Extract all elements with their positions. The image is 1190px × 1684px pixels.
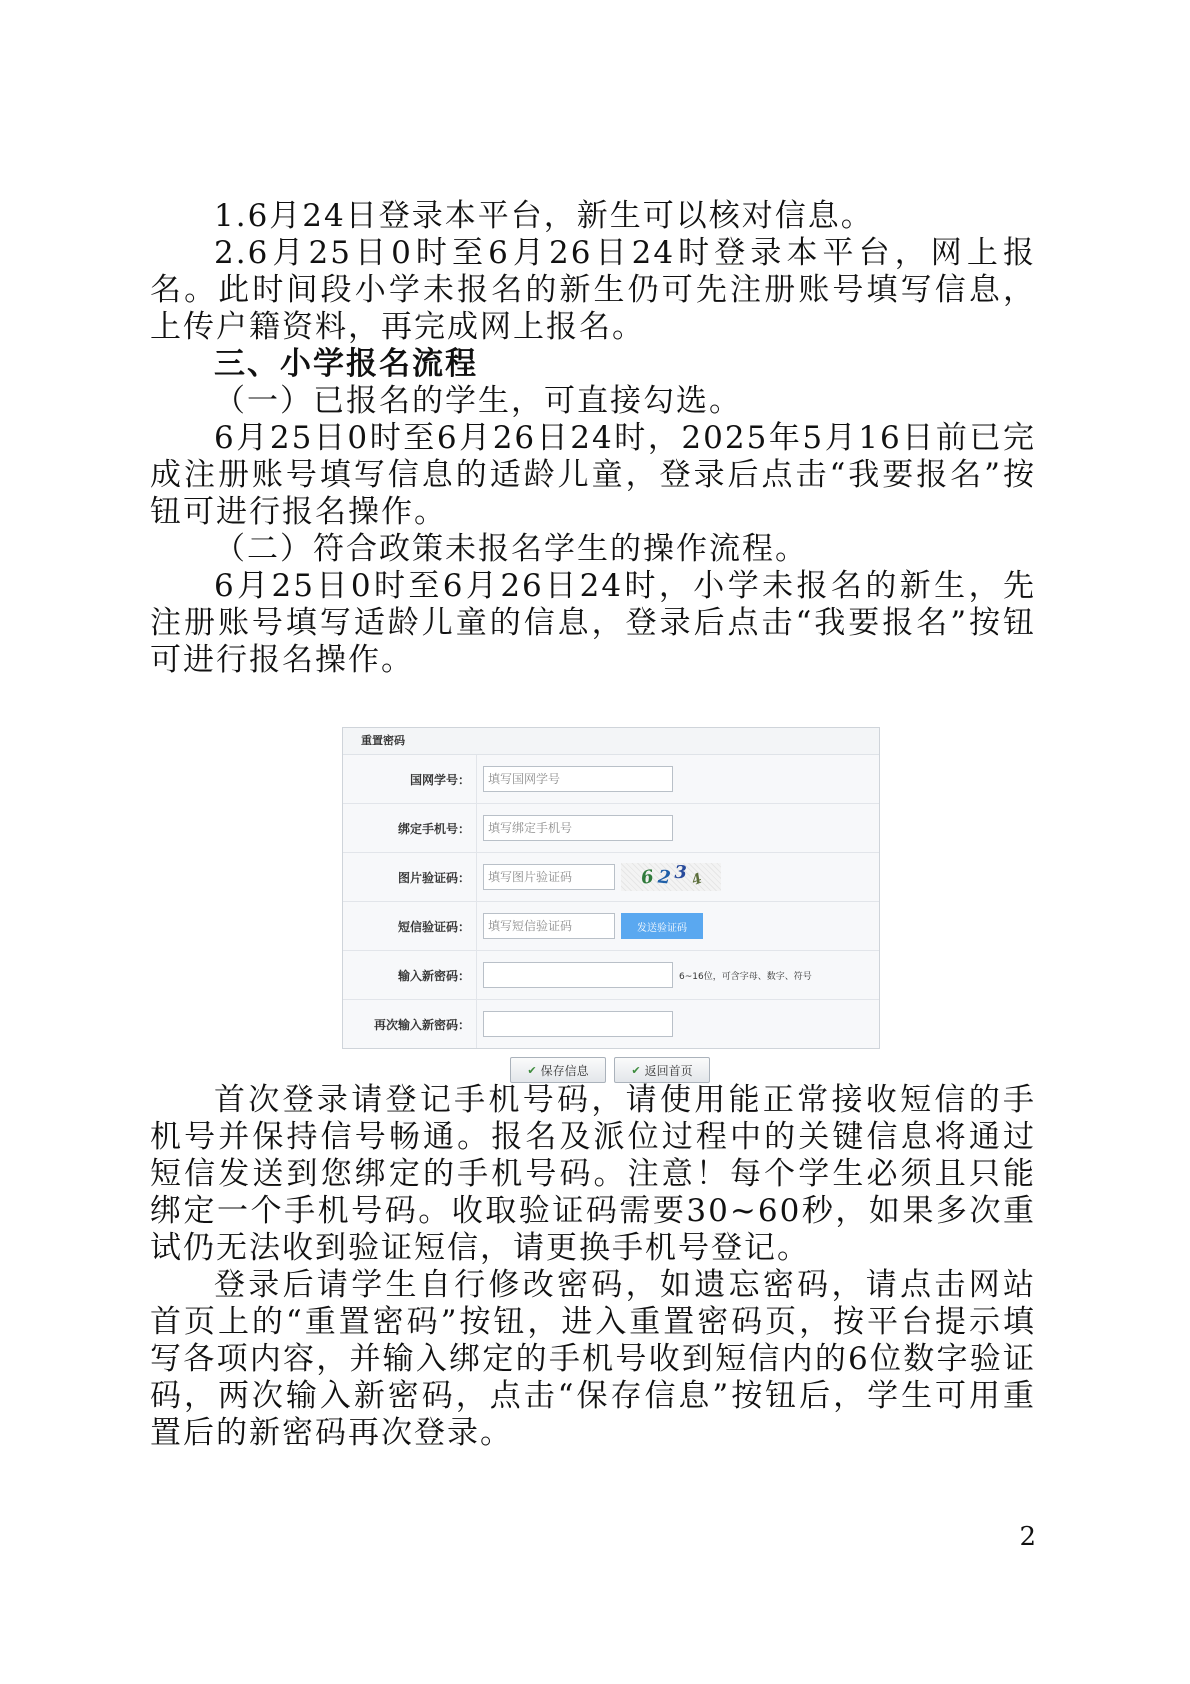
check-icon: ✔: [631, 1063, 641, 1077]
label-student-id: 国网学号：: [343, 755, 477, 803]
top-text-block: [150, 198, 1036, 679]
row-new-password: [343, 951, 879, 1000]
form-actions: [342, 1057, 880, 1083]
check-icon: ✔: [527, 1063, 537, 1077]
row-confirm-password: [343, 1000, 879, 1048]
phone-input[interactable]: [483, 815, 673, 841]
captcha-char: 3: [674, 861, 687, 883]
label-new-password: 输入新密码：: [343, 951, 477, 999]
save-button-label: 保存信息: [540, 1063, 589, 1078]
form-title: 重置密码: [343, 728, 879, 755]
row-sms-code: [343, 902, 879, 951]
label-image-captcha: 图片验证码：: [343, 853, 477, 901]
student-id-input[interactable]: [483, 766, 673, 792]
password-hint: 6~16位，可含字母、数字、符号: [679, 971, 812, 982]
subsection-1-title: （一）已报名的学生，可直接勾选。: [214, 383, 742, 419]
paragraph-schedule-2: 2.6月25日0时至6月26日24时登录本平台，网上报名。此时间段小学未报名的新生仍可先注册账号填写信息，上传户籍资料，再完成网上报名。: [150, 235, 1036, 345]
paragraph-schedule-1: 1.6月24日登录本平台，新生可以核对信息。: [214, 198, 874, 234]
row-student-id: [343, 755, 879, 804]
label-phone: 绑定手机号：: [343, 804, 477, 852]
save-button[interactable]: [510, 1057, 606, 1083]
row-image-captcha: [343, 853, 879, 902]
sms-code-input[interactable]: [483, 913, 615, 939]
image-captcha-input[interactable]: [483, 864, 615, 890]
paragraph-phone-registration: 首次登录请登记手机号码，请使用能正常接收短信的手机号并保持信号畅通。报名及派位过程中的关键信息将通过短信发送到您绑定的手机号码。注意！每个学生必须且只能绑定一个手机号码。收取验证码需要30~60秒，如果多次重试仍无法收到验证短信，请更换手机号登记。: [150, 1082, 1036, 1266]
back-home-button[interactable]: [614, 1057, 710, 1083]
back-home-button-label: 返回首页: [644, 1063, 693, 1078]
row-phone: [343, 804, 879, 853]
confirm-password-input[interactable]: [483, 1011, 673, 1037]
send-code-button[interactable]: 发送验证码: [621, 913, 703, 939]
paragraph-password-reset: 登录后请学生自行修改密码，如遗忘密码，请点击网站首页上的“重置密码”按钮，进入重置密码页，按平台提示填写各项内容，并输入绑定的手机号收到短信内的6位数字验证码，两次输入新密码，点击“保存信息”按钮后，学生可用重置后的新密码再次登录。: [150, 1267, 1036, 1451]
reset-password-screenshot: [342, 727, 880, 1083]
captcha-image[interactable]: [621, 863, 721, 891]
page-number: 2: [1019, 1522, 1036, 1552]
subsection-2-body: 6月25日0时至6月26日24时，小学未报名的新生，先注册账号填写适龄儿童的信息，登录后点击“我要报名”按钮可进行报名操作。: [150, 568, 1036, 678]
captcha-char: 2: [656, 865, 672, 889]
label-sms-code: 短信验证码：: [343, 902, 477, 950]
captcha-char: 4: [689, 870, 705, 890]
bottom-text-block: [150, 1082, 1036, 1452]
captcha-char: 6: [639, 865, 656, 889]
reset-password-form: [342, 727, 880, 1049]
section-heading: 三、小学报名流程: [214, 346, 478, 382]
subsection-2-title: （二）符合政策未报名学生的操作流程。: [214, 531, 808, 567]
new-password-input[interactable]: [483, 962, 673, 988]
label-confirm-password: 再次输入新密码：: [343, 1000, 477, 1048]
subsection-1-body: 6月25日0时至6月26日24时，2025年5月16日前已完成注册账号填写信息的适龄儿童，登录后点击“我要报名”按钮可进行报名操作。: [150, 420, 1036, 530]
